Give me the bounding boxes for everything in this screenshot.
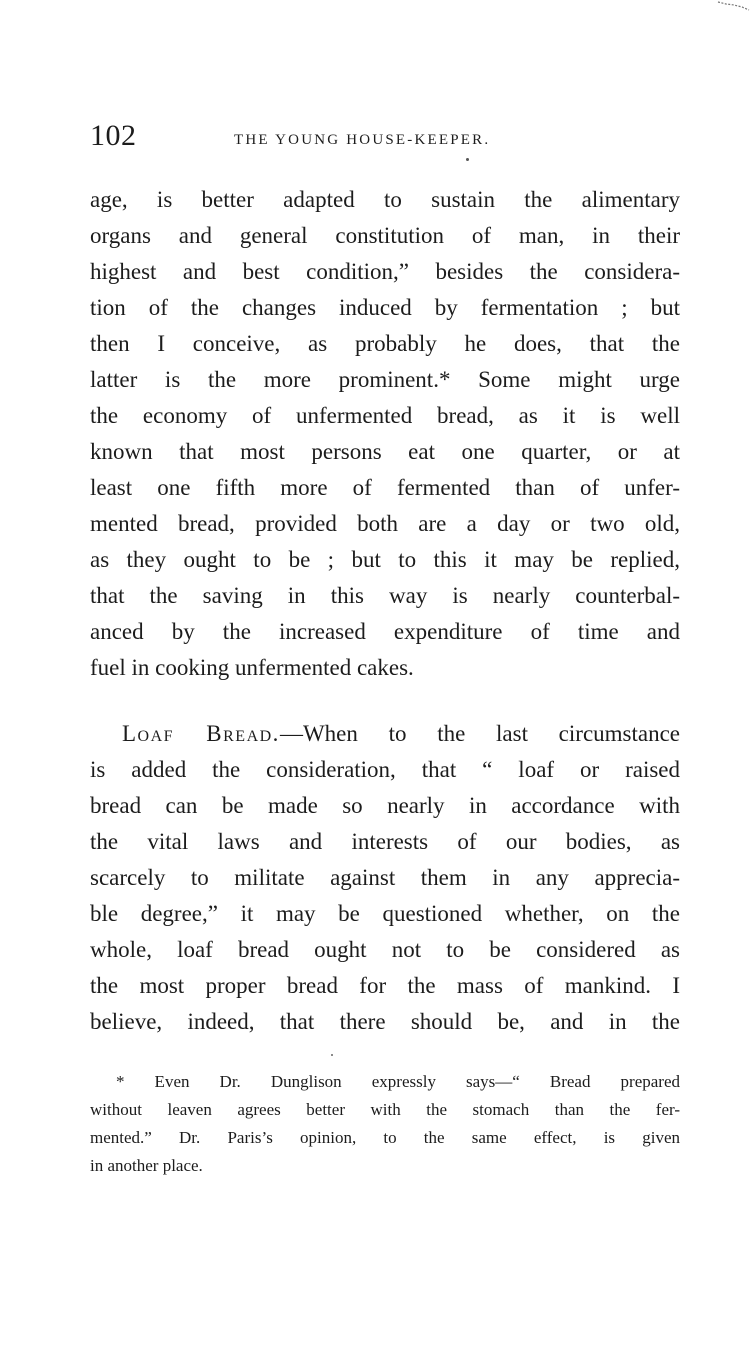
- text-line: the economy of unfermented bread, as it is well: [90, 403, 680, 428]
- text-line: that the saving in this way is nearly counterbal-: [90, 583, 680, 608]
- paragraph-2: [90, 716, 680, 1040]
- text-line: the vital laws and interests of our bodies, as: [90, 829, 680, 854]
- page-header: [90, 118, 680, 158]
- text-line: fuel in cooking unfermented cakes.: [90, 655, 414, 680]
- section-heading: Loaf Bread.: [122, 721, 280, 746]
- text-line: ble degree,” it may be questioned whether, on the: [90, 901, 680, 926]
- separator-dot: [331, 1054, 333, 1056]
- text-line: as they ought to be ; but to this it may be replied,: [90, 547, 680, 572]
- text-line: then I conceive, as probably he does, that the: [90, 331, 680, 356]
- footnote-line: in another place.: [90, 1156, 203, 1175]
- text-line-rest: —When to the last circumstance: [279, 721, 681, 746]
- text-line: known that most persons eat one quarter, or at: [90, 439, 680, 464]
- header-dot: [466, 158, 469, 161]
- text-line: age, is better adapted to sustain the alimentary: [90, 187, 680, 212]
- text-line: anced by the increased expenditure of time and: [90, 619, 680, 644]
- text-line: organs and general constitution of man, in their: [90, 223, 680, 248]
- page-number: 102: [90, 119, 137, 152]
- footnote-line: * Even Dr. Dunglison expressly says—“ Bread prepared: [116, 1072, 680, 1091]
- footnote-line: mented.” Dr. Paris’s opinion, to the same effect, is given: [90, 1128, 680, 1147]
- corner-scan-mark: [716, 0, 750, 12]
- body-text: [90, 182, 680, 1040]
- text-line: the most proper bread for the mass of mankind. I: [90, 973, 680, 998]
- text-line: is added the consideration, that “ loaf or raised: [90, 757, 680, 782]
- text-line: mented bread, provided both are a day or two old,: [90, 511, 680, 536]
- text-line: scarcely to militate against them in any apprecia-: [90, 865, 680, 890]
- text-line: least one fifth more of fermented than of unfer-: [90, 475, 680, 500]
- text-line: tion of the changes induced by fermentation ; but: [90, 295, 680, 320]
- text-line: whole, loaf bread ought not to be considered as: [90, 937, 680, 962]
- text-line: bread can be made so nearly in accordance with: [90, 793, 680, 818]
- text-line-first: [90, 716, 680, 752]
- paragraph-1: [90, 182, 680, 686]
- text-line: latter is the more prominent.* Some might urge: [90, 367, 680, 392]
- text-line: highest and best condition,” besides the considera-: [90, 259, 680, 284]
- text-line: believe, indeed, that there should be, and in the: [90, 1009, 680, 1034]
- running-head: THE YOUNG HOUSE-KEEPER.: [234, 132, 491, 148]
- footnote: [90, 1068, 680, 1180]
- footnote-line: without leaven agrees better with the stomach than the fer-: [90, 1100, 680, 1119]
